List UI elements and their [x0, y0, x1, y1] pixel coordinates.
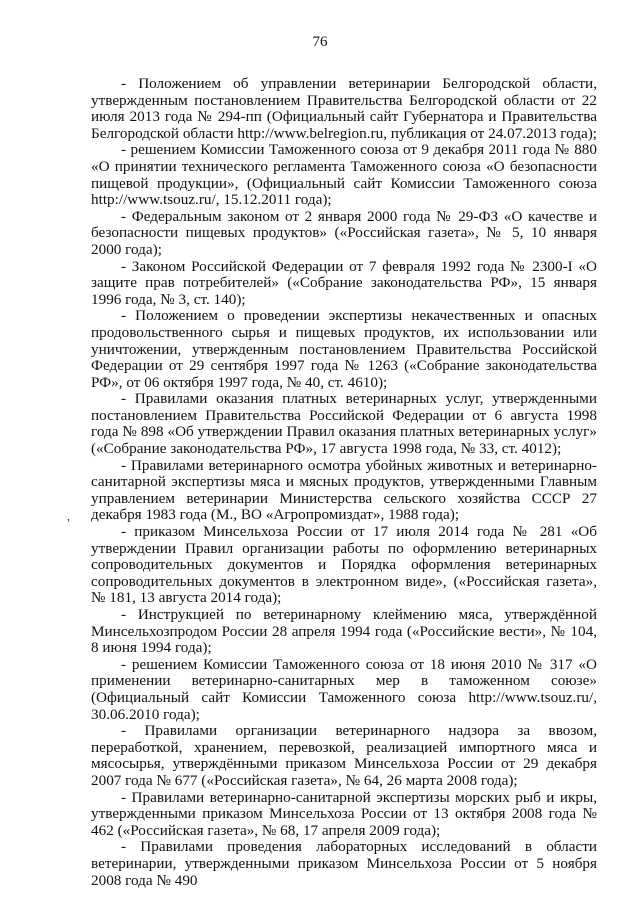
- paragraph-order-281: - приказом Минсельхоза России от 17 июля 2014 года № 281 «Об утверждении Правил организации работы по оформлению ветеринарных сопроводительных документов и Порядка оформления ветеринарных сопроводительных документов в электронном виде», («Российская газета», № 181, 13 августа 2014 года);: [91, 523, 597, 607]
- paragraph-federal-law-29-fz: - Федеральным законом от 2 января 2000 года № 29-ФЗ «О качестве и безопасности пищевых продуктов» («Российская газета», № 5, 10 января 2000 года);: [91, 207, 597, 258]
- paragraph-customs-union-decision-317: - решением Комиссии Таможенного союза от 18 июня 2010 № 317 «О применении ветеринарно-санитарных мер в таможенном союзе» (Официальный сайт Комиссии Таможенного союза http://www.tsouz.ru/, 30.06.2010 года);: [91, 655, 597, 723]
- paragraph-import-meat-supervision-677: - Правилами организации ветеринарного надзора за ввозом, переработкой, хранением, перевозкой, реализацией импортного мяса и мясосырья, утверждёнными приказом Минсельхоза России от 29 декабря 2007 года № 677 («Российская газета», № 64, 26 марта 2008 года);: [91, 722, 597, 789]
- paragraph-paid-veterinary-services-898: - Правилами оказания платных ветеринарных услуг, утвержденными постановлением Правительства Российской Федерации от 6 августа 1998 года № 898 «Об утверждении Правил оказания платных ветеринарных услуг» («Собрание законодательства РФ», 17 августа 1998 года, № 33, ст. 4012);: [91, 390, 597, 458]
- paragraph-meat-branding-instruction: - Инструкцией по ветеринарному клеймению мяса, утверждённой Минсельхозпродом России 28 апреля 1994 года («Российские вести», № 104, 8 июня 1994 года);: [91, 606, 597, 657]
- document-body: [91, 76, 597, 889]
- paragraph-sea-fish-expertise-462: - Правилами ветеринарно-санитарной экспертизы морских рыб и икры, утвержденными приказом Минсельхоза России от 13 октября 2008 года № 462 («Российская газета», № 68, 17 апреля 2009 года);: [91, 788, 597, 839]
- page-number: 76: [312, 34, 328, 50]
- paragraph-consumer-rights-law: - Законом Российской Федерации от 7 февраля 1992 года № 2300-I «О защите прав потребителей» («Собрание законодательства РФ», 15 января 1996 года, № 3, ст. 140);: [91, 257, 597, 308]
- paragraph-customs-union-decision-880: - решением Комиссии Таможенного союза от 9 декабря 2011 года № 880 «О принятии технического регламента Таможенного союза «О безопасности пищевой продукции», (Официальный сайт Комиссии Таможенного союза http://www.tsouz.ru/, 15.12.2011 года);: [91, 141, 597, 209]
- paragraph-expertise-regulation-1263: - Положением о проведении экспертизы некачественных и опасных продовольственного сырья и пищевых продуктов, их использовании или уничтожении, утвержденным постановлением Правительства Российской Федерации от 29 сентября 1997 года № 1263 («Собрание законодательства РФ», от 06 октября 1997 года, № 40, ст. 4610);: [91, 307, 597, 391]
- paragraph-slaughter-inspection-rules: - Правилами ветеринарного осмотра убойных животных и ветеринарно-санитарной экспертизы мяса и мясных продуктов, утвержденными Главным управлением ветеринарии Министерства сельского хозяйства СССР 27 декабря 1983 года (М., ВО «Агропромиздат», 1988 года);: [91, 456, 597, 524]
- paragraph-lab-research-rules-490: - Правилами проведения лабораторных исследований в области ветеринарии, утвержденными приказом Минсельхоза России от 5 ноября 2008 года № 490: [91, 838, 597, 889]
- margin-mark: ,: [67, 509, 70, 523]
- paragraph-belgorod-veterinary-regulation: - Положением об управлении ветеринарии Белгородской области, утвержденным постановлением Правительства Белгородской области от 22 июля 2013 года № 294-пп (Официальный сайт Губернатора и Правительства Белгородской области http://www.belregion.ru, публикация от 24.07.2013 года);: [91, 75, 598, 142]
